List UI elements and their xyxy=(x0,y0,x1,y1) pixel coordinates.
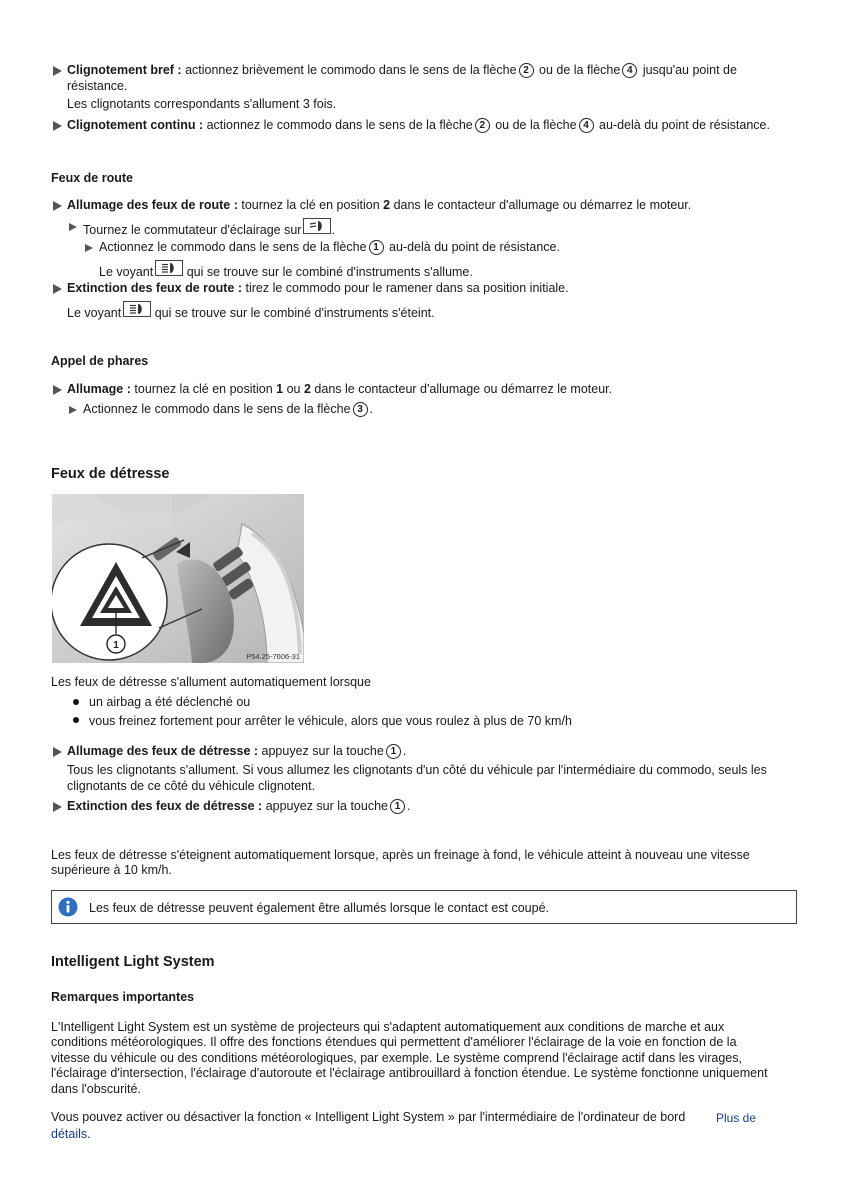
high-beam-off-line xyxy=(67,280,569,296)
high-beam-on-label: Allumage des feux de route : xyxy=(67,198,238,212)
period: . xyxy=(407,799,411,813)
high-beam-indicator-icon xyxy=(155,260,183,276)
hazard-heading: Feux de détresse xyxy=(51,466,170,482)
period: . xyxy=(87,1127,91,1141)
key-position-1: 1 xyxy=(276,382,284,396)
brief-flash-text-or: ou de la flèche xyxy=(539,63,621,77)
high-beam-off-label: Extinction des feux de route : xyxy=(67,281,243,295)
high-beam-on-text: tournez la clé en position xyxy=(241,198,380,212)
headlamp-flash-text: tournez la clé en position xyxy=(134,382,273,396)
hazard-off-line xyxy=(67,798,410,814)
hazard-off-text: appuyez sur la touche xyxy=(265,799,388,813)
high-beam-step2-line xyxy=(99,239,560,255)
hazard-intro: Les feux de détresse s'allument automatiquement lorsque xyxy=(51,675,371,689)
period: . xyxy=(402,744,407,758)
brief-flash-line-2: résistance. xyxy=(67,79,128,93)
indicator-text: Le voyant xyxy=(99,265,154,279)
arrow-4-callout-icon: 4 xyxy=(579,118,594,133)
bullet-arrow-icon xyxy=(53,66,62,76)
high-beam-off-text: tirez le commodo pour le ramener dans sa position initiale. xyxy=(245,281,569,295)
bullet-arrow-icon xyxy=(53,385,62,395)
or-text: ou xyxy=(286,382,301,396)
indicator-text-end: qui se trouve sur le combiné d'instruments s'allume. xyxy=(186,265,473,279)
bullet-arrow-icon xyxy=(53,802,62,812)
continuous-flash-label: Clignotement continu : xyxy=(67,118,204,132)
continuous-flash-text-end: au-delà du point de résistance. xyxy=(599,118,770,132)
button-1-callout-icon: 1 xyxy=(390,799,405,814)
ils-last-line: Vous pouvez activer ou désactiver la fonction « Intelligent Light System » par l'intermédiaire de l'ordinateur de bord xyxy=(51,1110,686,1124)
ils-paragraph-line: l'éclairage d'intersection, l'éclairage d'autoroute et l'éclairage antibrouillard à fonction étendue. Le système fonctionne uniquement xyxy=(51,1066,768,1080)
headlamp-flash-heading: Appel de phares xyxy=(51,354,149,368)
bullet-arrow-icon xyxy=(69,406,77,414)
high-beam-off-line-2 xyxy=(67,301,435,321)
high-beam-step2-text-end: au-delà du point de résistance. xyxy=(389,240,560,254)
high-beam-step2-text: Actionnez le commodo dans le sens de la flèche xyxy=(99,240,367,254)
high-beam-step1-line xyxy=(83,218,335,238)
bullet-arrow-icon xyxy=(53,201,62,211)
arrow-1-callout-icon: 1 xyxy=(369,240,384,255)
hazard-on-line-3: clignotants de ce côté du véhicule clignotent. xyxy=(67,779,316,793)
continuous-flash-text: actionnez le commodo dans le sens de la flèche xyxy=(206,118,473,132)
headlamp-flash-on-label: Allumage : xyxy=(67,382,131,396)
list-item: vous freinez fortement pour arrêter le véhicule, alors que vous roulez à plus de 70 km/h xyxy=(89,714,572,728)
ils-last-line-2 xyxy=(51,1126,91,1142)
ils-heading: Intelligent Light System xyxy=(51,954,215,970)
hazard-off-label: Extinction des feux de détresse : xyxy=(67,799,263,813)
key-position: 2 xyxy=(383,198,391,212)
continuous-flash-line xyxy=(67,117,770,133)
arrow-2-callout-icon: 2 xyxy=(475,118,490,133)
bullet-arrow-icon xyxy=(69,223,77,231)
ils-paragraph-line: conditions météorologiques. Il offre des fonctions étendues qui permettent d'améliorer l'éclairage de la voie en fonction de la xyxy=(51,1035,737,1049)
arrow-2-callout-icon: 2 xyxy=(519,63,534,78)
high-beam-heading: Feux de route xyxy=(51,171,133,185)
hazard-auto-off-line-2: supérieure à 10 km/h. xyxy=(51,863,172,877)
hazard-on-line-2: Tous les clignotants s'allument. Si vous allumez les clignotants d'un côté du véhicule par l'intermédiaire du commodo, seuls les xyxy=(67,763,767,777)
headlamp-flash-text-end: dans le contacteur d'allumage ou démarrez le moteur. xyxy=(314,382,613,396)
brief-flash-line-3: Les clignotants correspondants s'allument 3 fois. xyxy=(67,97,337,111)
hazard-on-text: appuyez sur la touche xyxy=(261,744,384,758)
indicator-text: Le voyant xyxy=(67,306,122,320)
ils-paragraph-line: dans l'obscurité. xyxy=(51,1082,141,1096)
list-item: un airbag a été déclenché ou xyxy=(89,695,251,709)
ils-subheading: Remarques importantes xyxy=(51,990,195,1004)
list-bullet-icon xyxy=(73,717,79,723)
hazard-callout-label: 1 xyxy=(113,640,119,651)
more-details-link[interactable]: Plus de xyxy=(716,1111,757,1125)
headlamp-flash-step xyxy=(83,401,373,417)
bullet-arrow-icon xyxy=(53,747,62,757)
more-details-link-continued[interactable]: détails xyxy=(51,1127,88,1141)
info-note-text: Les feux de détresse peuvent également être allumés lorsque le contact est coupé. xyxy=(89,901,550,915)
high-beam-step1-text: Tournez le commutateur d'éclairage sur xyxy=(83,223,302,237)
step-period: . xyxy=(369,402,374,416)
key-position-2: 2 xyxy=(303,382,311,396)
ils-paragraph-line: L'Intelligent Light System est un système de projecteurs qui s'adaptent automatiquement aux conditions de marche et aux xyxy=(51,1020,725,1034)
hazard-switch-image xyxy=(52,494,304,663)
button-1-callout-icon: 1 xyxy=(386,744,401,759)
image-code-label: P54.25-7606-31 xyxy=(246,652,300,661)
headlamp-flash-on-line xyxy=(67,381,612,397)
brief-flash-text-end: jusqu'au point de xyxy=(642,63,737,77)
brief-flash-label: Clignotement bref : xyxy=(67,63,182,77)
arrow-4-callout-icon: 4 xyxy=(622,63,637,78)
bullet-arrow-icon xyxy=(85,244,93,252)
bullet-arrow-icon xyxy=(53,284,62,294)
brief-flash-text: actionnez brièvement le commodo dans le sens de la flèche xyxy=(185,63,517,77)
headlamp-flash-step-text: Actionnez le commodo dans le sens de la flèche xyxy=(83,402,351,416)
hazard-auto-off-line-1: Les feux de détresse s'éteignent automatiquement lorsque, après un freinage à fond, le véhicule atteint à nouveau une vitesse xyxy=(51,848,750,862)
list-bullet-icon xyxy=(73,699,79,705)
step1-period: . xyxy=(331,223,335,237)
info-icon xyxy=(58,897,78,917)
high-beam-step3-line xyxy=(99,260,473,280)
brief-flash-line xyxy=(67,62,737,78)
ils-paragraph-line: vitesse du véhicule ou des conditions météorologiques, par exemple. Le système comprend l'éclairage actif dans les virages, xyxy=(51,1051,742,1065)
hazard-on-line xyxy=(67,743,406,759)
info-note-box xyxy=(51,890,797,924)
low-beam-switch-icon xyxy=(303,218,331,234)
indicator-text-end: qui se trouve sur le combiné d'instruments s'éteint. xyxy=(154,306,435,320)
hazard-on-label: Allumage des feux de détresse : xyxy=(67,744,259,758)
hazard-switch-illustration xyxy=(52,494,304,663)
continuous-flash-text-or: ou de la flèche xyxy=(495,118,577,132)
high-beam-on-line xyxy=(67,197,691,213)
bullet-arrow-icon xyxy=(53,121,62,131)
high-beam-on-text-end: dans le contacteur d'allumage ou démarrez le moteur. xyxy=(393,198,692,212)
high-beam-indicator-icon xyxy=(123,301,151,317)
arrow-3-callout-icon: 3 xyxy=(353,402,368,417)
